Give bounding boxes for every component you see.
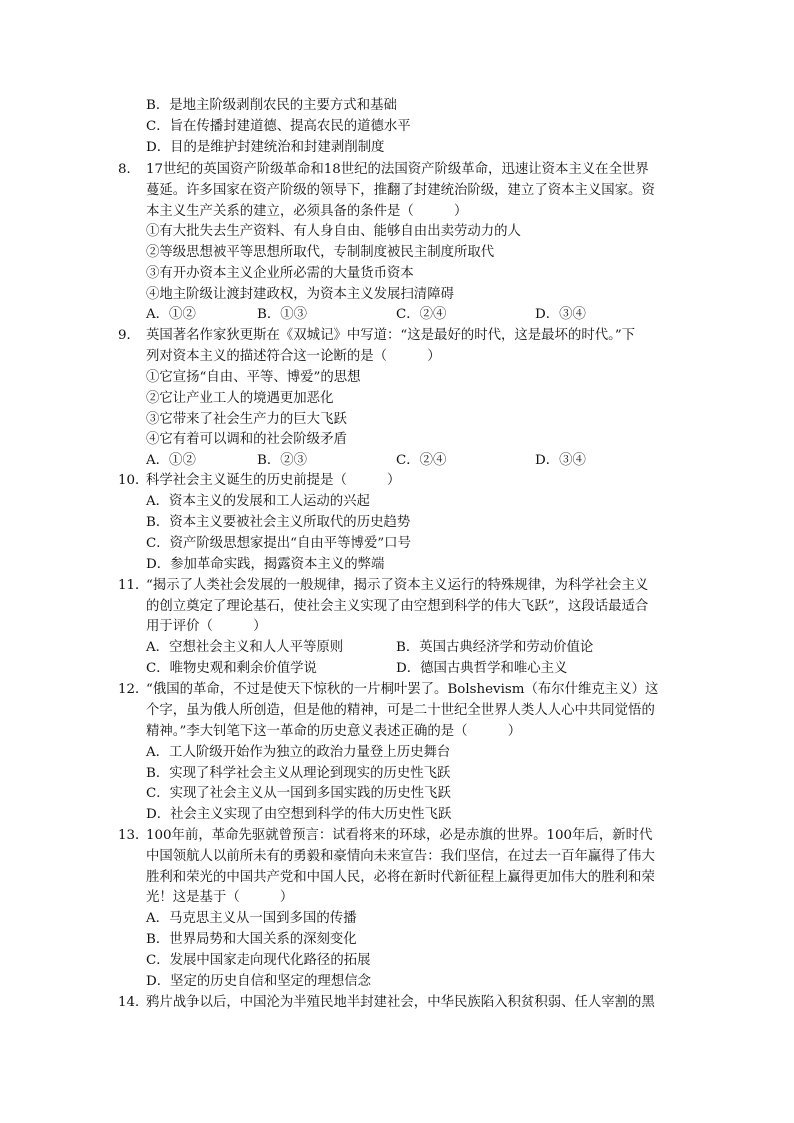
q9-stem-line: 列对资本主义的描述符合这一论断的是（ ）: [146, 349, 441, 364]
q7-option-b: B．是地主阶级剥削农民的主要方式和基础: [146, 98, 397, 113]
q11-option-a: A．空想社会主义和人人平等原则: [146, 640, 344, 655]
q10-option-b: B．资本主义要被社会主义所取代的历史趋势: [146, 515, 411, 530]
q11-option-d: D．德国古典哲学和唯心主义: [396, 661, 568, 676]
q7-option-c: C．旨在传播封建道德、提高农民的道德水平: [146, 119, 411, 134]
q13-option-c: C．发展中国家走向现代化路径的拓展: [146, 953, 371, 968]
q8-item: ④地主阶级让渡封建政权，为资本主义发展扫清障碍: [146, 287, 454, 302]
q9-option-c: C．②④: [396, 453, 447, 468]
q8-stem-line: 蔓延。许多国家在资产阶级的领导下，推翻了封建统治阶级，建立了资本主义国家。资: [146, 183, 655, 198]
q12-stem-line: 个字，虽为俄人所创造，但是他的精神，可是二十世纪全世界人类人人心中共同觉悟的: [146, 703, 655, 718]
q9-item: ②它让产业工人的境遇更加恶化: [146, 391, 334, 406]
q8-item: ②等级思想被平等思想所取代，专制制度被民主制度所取代: [146, 245, 495, 260]
q8-option-c: C．②④: [396, 307, 447, 322]
q12-stem-line: “俄国的革命，不过是使天下惊秋的一片桐叶罢了。Bolshevism（布尔什维克主义）这: [146, 682, 659, 697]
q9-number: 9．: [118, 328, 140, 343]
q8-item: ①有大批失去生产资料、有人身自由、能够自由出卖劳动力的人: [146, 224, 521, 239]
q11-stem-line: “揭示了人类社会发展的一般规律，揭示了资本主义运行的特殊规律，为科学社会主义: [146, 578, 649, 593]
q7-option-d: D．目的是维护封建统治和封建剥削制度: [146, 140, 385, 155]
q13-stem-line: 光！这是基于（ ）: [146, 890, 294, 905]
q9-stem-line: 英国著名作家狄更斯在《双城记》中写道：“这是最好的时代，这是最坏的时代。”下: [146, 328, 636, 343]
q8-item: ③有开办资本主义企业所必需的大量货币资本: [146, 266, 414, 281]
q8-stem-line: 本主义生产关系的建立，必须具备的条件是（ ）: [146, 204, 468, 219]
q13-option-b: B．世界局势和大国关系的深刻变化: [146, 932, 357, 947]
q8-stem-line: 17世纪的英国资产阶级革命和18世纪的法国资产阶级革命，迅速让资本主义在全世界: [146, 162, 649, 177]
q12-stem-line: 精神。”李大钊笔下这一革命的历史意义表述正确的是（ ）: [146, 724, 522, 739]
q13-stem-line: 100年前，革命先驱就曾预言：试看将来的环球，必是赤旗的世界。100年后，新时代: [146, 828, 653, 843]
q14-stem-line: 鸦片战争以后，中国沦为半殖民地半封建社会，中华民族陷入积贫积弱、任人宰割的黑: [146, 995, 655, 1010]
q11-option-c: C．唯物史观和剩余价值学说: [146, 661, 317, 676]
q9-option-a: A．①②: [146, 453, 196, 468]
q8-option-b: B．①③: [257, 307, 308, 322]
q12-option-a: A．工人阶级开始作为独立的政治力量登上历史舞台: [146, 745, 451, 760]
q13-stem-line: 中国领航人以前所未有的勇毅和豪情向未来宣告：我们坚信，在过去一百年赢得了伟大: [146, 849, 655, 864]
q10-number: 10．: [118, 473, 149, 488]
q10-stem-line: 科学社会主义诞生的历史前提是（ ）: [146, 473, 401, 488]
q9-item: ④它有着可以调和的社会阶级矛盾: [146, 432, 347, 447]
q12-option-c: C．实现了社会主义从一国到多国实践的历史性飞跃: [146, 786, 451, 801]
q8-option-d: D．③④: [535, 307, 586, 322]
q11-stem-line: 用于评价（ ）: [146, 619, 267, 634]
q9-item: ③它带来了社会生产力的巨大飞跃: [146, 412, 347, 427]
q11-option-b: B．英国古典经济学和劳动价值论: [396, 640, 594, 655]
q8-option-a: A．①②: [146, 307, 196, 322]
q14-number: 14．: [118, 995, 149, 1010]
q10-option-c: C．资产阶级思想家提出“自由平等博爱”口号: [146, 536, 411, 551]
q13-option-d: D．坚定的历史自信和坚定的理想信念: [146, 974, 371, 989]
q13-option-a: A．马克思主义从一国到多国的传播: [146, 911, 357, 926]
q9-item: ①它宣扬“自由、平等、博爱”的思想: [146, 370, 361, 385]
q11-stem-line: 的创立奠定了理论基石，使社会主义实现了由空想到科学的伟大飞跃”，这段话最适合: [146, 599, 649, 614]
q13-stem-line: 胜利和荣光的中国共产党和中国人民，必将在新时代新征程上赢得更加伟大的胜利和荣: [146, 870, 655, 885]
q10-option-a: A．资本主义的发展和工人运动的兴起: [146, 494, 370, 509]
q12-number: 12．: [118, 682, 149, 697]
q13-number: 13．: [118, 828, 149, 843]
q12-option-b: B．实现了科学社会主义从理论到现实的历史性飞跃: [146, 766, 451, 781]
q11-number: 11．: [118, 578, 149, 593]
q9-option-d: D．③④: [535, 453, 586, 468]
q10-option-d: D．参加革命实践，揭露资本主义的弊端: [146, 557, 385, 572]
q9-option-b: B．②③: [257, 453, 308, 468]
q8-number: 8．: [118, 162, 140, 177]
q12-option-d: D．社会主义实现了由空想到科学的伟大历史性飞跃: [146, 807, 452, 822]
